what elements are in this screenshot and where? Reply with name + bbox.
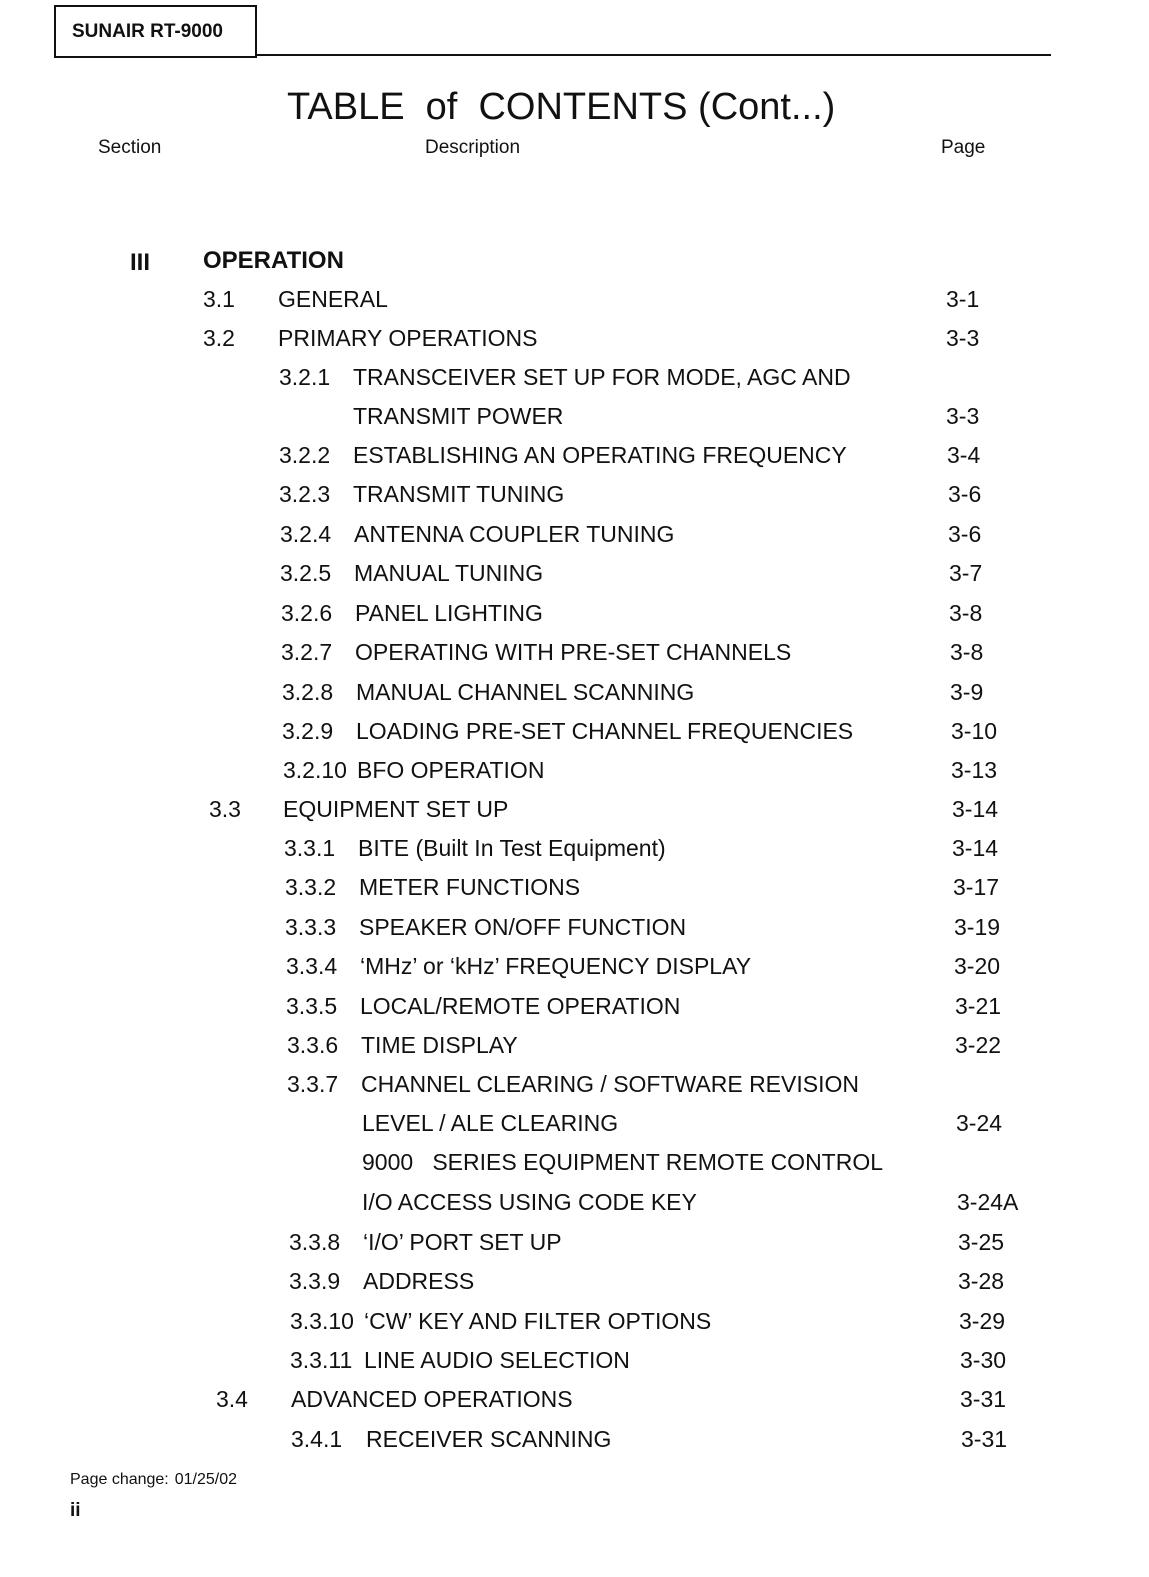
toc-entry-number: 3.2.1 <box>279 364 331 390</box>
toc-entry-page: 3-22 <box>955 1032 1002 1058</box>
toc-entry-number: 3.3.8 <box>289 1229 341 1255</box>
toc-entry-title: ‘MHz’ or ‘kHz’ FREQUENCY DISPLAY <box>360 953 752 979</box>
header-rule <box>255 54 1051 56</box>
page-change-date: 01/25/02 <box>174 1471 238 1488</box>
toc-entry-title: PRIMARY OPERATIONS <box>278 325 538 351</box>
toc-entry-title: I/O ACCESS USING CODE KEY <box>362 1189 697 1215</box>
toc-entry-number: 3.3.10 <box>290 1308 354 1334</box>
page-change-label: Page change: <box>70 1471 169 1488</box>
toc-entry-page: 3-3 <box>946 325 980 351</box>
toc-entry-number: 3.4 <box>216 1386 248 1412</box>
toc-entry-title: BITE (Built In Test Equipment) <box>358 835 666 861</box>
toc-entry-page: 3-17 <box>953 874 1000 900</box>
toc-entry-title: OPERATING WITH PRE-SET CHANNELS <box>355 639 792 665</box>
toc-entry-page: 3-3 <box>946 403 980 429</box>
section-number: III <box>130 249 151 276</box>
toc-entry-page: 3-8 <box>950 639 984 665</box>
page-title: TABLE of CONTENTS (Cont...) <box>287 86 836 128</box>
toc-entry-page: 3-6 <box>948 481 982 507</box>
toc-entry-title: BFO OPERATION <box>357 757 545 783</box>
toc-entry-title: GENERAL <box>278 286 388 312</box>
toc-entry-title: TIME DISPLAY <box>361 1032 518 1058</box>
document-name: SUNAIR RT-9000 <box>72 20 223 42</box>
toc-entry-page: 3-6 <box>948 521 982 547</box>
toc-entry-number: 3.2.7 <box>281 639 333 665</box>
toc-entry-number: 3.2.4 <box>280 521 332 547</box>
toc-entry-title: ‘CW’ KEY AND FILTER OPTIONS <box>364 1308 712 1334</box>
toc-entry-title: ADVANCED OPERATIONS <box>291 1386 573 1412</box>
toc-entry-number: 3.3.11 <box>290 1347 353 1373</box>
toc-entry-number: 3.2.5 <box>280 560 332 586</box>
toc-entry-page: 3-30 <box>960 1347 1007 1373</box>
toc-entry-page: 3-13 <box>951 757 998 783</box>
toc-entry-title: TRANSMIT POWER <box>353 403 564 429</box>
section-title: OPERATION <box>203 247 344 274</box>
toc-entry-title: LOCAL/REMOTE OPERATION <box>360 993 681 1019</box>
toc-entry-title: ADDRESS <box>363 1268 475 1294</box>
column-header-description: Description <box>425 137 521 158</box>
page-change-note <box>70 1471 237 1489</box>
toc-entry-title: LEVEL / ALE CLEARING <box>362 1110 619 1136</box>
toc-entry-title: ESTABLISHING AN OPERATING FREQUENCY <box>353 442 847 468</box>
toc-entry-number: 3.4.1 <box>291 1426 343 1452</box>
toc-entry-number: 3.2.8 <box>282 679 334 705</box>
toc-entry-number: 3.3.6 <box>287 1032 339 1058</box>
toc-entry-page: 3-24 <box>956 1110 1003 1136</box>
toc-entry-number: 3.2 <box>203 325 235 351</box>
toc-entry-title: METER FUNCTIONS <box>359 874 581 900</box>
toc-entry-page: 3-19 <box>954 914 1001 940</box>
toc-entry-number: 3.3.1 <box>284 835 336 861</box>
toc-entry-number: 3.3.2 <box>285 874 337 900</box>
toc-entry-page: 3-7 <box>949 560 983 586</box>
toc-entry-number: 3.3.9 <box>289 1268 341 1294</box>
toc-entry-title: ANTENNA COUPLER TUNING <box>354 521 675 547</box>
toc-entry-number: 3.3.4 <box>286 953 338 979</box>
toc-entry-page: 3-10 <box>951 718 998 744</box>
toc-entry-page: 3-24A <box>957 1189 1019 1215</box>
toc-entry-title: EQUIPMENT SET UP <box>283 796 509 822</box>
page-number: ii <box>70 1500 81 1521</box>
toc-entry-title: ‘I/O’ PORT SET UP <box>363 1229 562 1255</box>
toc-entry-page: 3-25 <box>958 1229 1005 1255</box>
toc-entry-title: MANUAL CHANNEL SCANNING <box>356 679 695 705</box>
toc-entry-page: 3-4 <box>947 442 981 468</box>
toc-entry-title: MANUAL TUNING <box>354 560 544 586</box>
toc-entry-page: 3-29 <box>959 1308 1006 1334</box>
toc-entry-number: 3.3 <box>209 796 241 822</box>
toc-entry-page: 3-20 <box>954 953 1001 979</box>
toc-entry-title: PANEL LIGHTING <box>355 600 543 626</box>
column-header-section: Section <box>98 137 162 158</box>
toc-entry-page: 3-31 <box>960 1386 1007 1412</box>
toc-entry-number: 3.3.3 <box>285 914 337 940</box>
toc-entry-page: 3-1 <box>946 286 980 312</box>
toc-entry-page: 3-14 <box>952 796 999 822</box>
toc-entry-page: 3-8 <box>949 600 983 626</box>
toc-entry-number: 3.3.5 <box>286 993 338 1019</box>
toc-entry-page: 3-28 <box>958 1268 1005 1294</box>
toc-entry-title: TRANSMIT TUNING <box>353 481 565 507</box>
column-header-page: Page <box>941 137 986 158</box>
toc-entry-title: RECEIVER SCANNING <box>366 1426 612 1452</box>
toc-entry-title: SPEAKER ON/OFF FUNCTION <box>359 914 687 940</box>
toc-entry-number: 3.2.10 <box>283 757 347 783</box>
toc-entry-page: 3-31 <box>961 1426 1008 1452</box>
toc-entry-title: LINE AUDIO SELECTION <box>364 1347 630 1373</box>
toc-entry-number: 3.2.3 <box>279 481 331 507</box>
toc-entry-number: 3.2.6 <box>281 600 333 626</box>
toc-entry-page: 3-9 <box>950 679 984 705</box>
toc-entry-page: 3-14 <box>952 835 999 861</box>
toc-entry-number: 3.2.2 <box>279 442 331 468</box>
toc-entry-number: 3.1 <box>203 286 235 312</box>
toc-entry-title: TRANSCEIVER SET UP FOR MODE, AGC AND <box>353 364 851 390</box>
toc-entry-number: 3.2.9 <box>282 718 334 744</box>
toc-entry-title: LOADING PRE-SET CHANNEL FREQUENCIES <box>356 718 854 744</box>
document-header-box <box>54 5 257 58</box>
toc-entry-title: CHANNEL CLEARING / SOFTWARE REVISION <box>361 1071 859 1097</box>
toc-entry-page: 3-21 <box>955 993 1002 1019</box>
toc-entry-title: 9000 SERIES EQUIPMENT REMOTE CONTROL <box>362 1149 884 1175</box>
toc-entry-number: 3.3.7 <box>287 1071 339 1097</box>
